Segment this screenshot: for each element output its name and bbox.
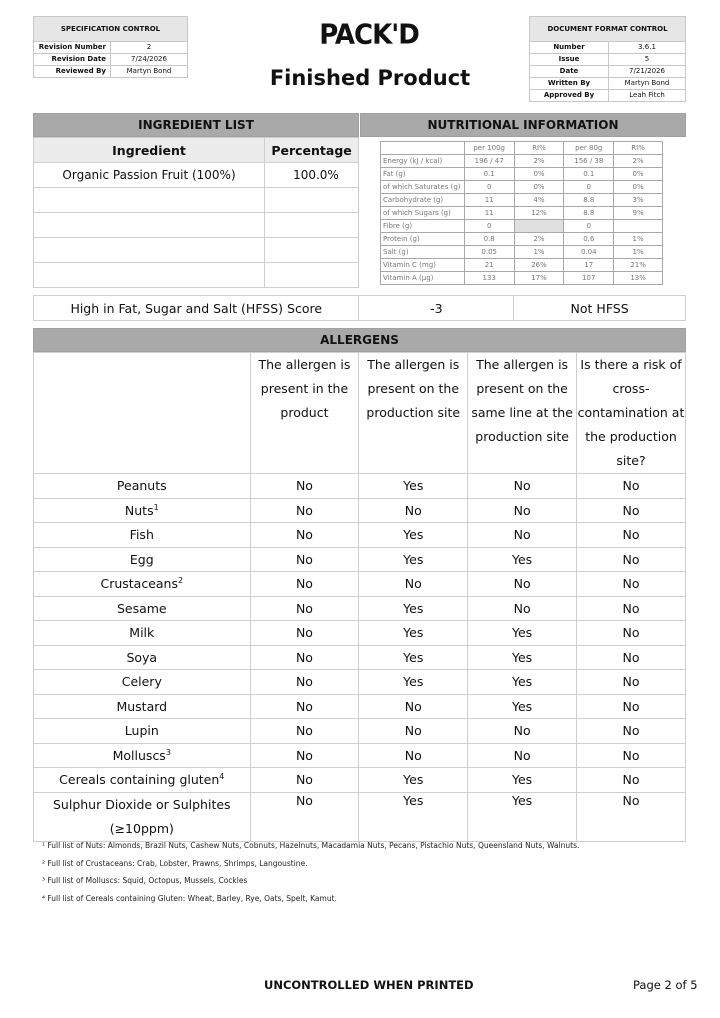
nutrient-value: RI% (514, 142, 564, 155)
nutrition-row (381, 194, 663, 207)
allergen-name-cell (34, 523, 251, 548)
allergen-answer: No (468, 523, 577, 548)
hfss-status: Not HFSS (514, 296, 686, 321)
allergen-answer: No (250, 694, 359, 719)
nutrient-value: 156 / 38 (564, 155, 614, 168)
allergen-answer: No (359, 694, 468, 719)
allergen-answer: No (250, 498, 359, 523)
allergen-answer: Yes (468, 768, 577, 793)
nutrient-value: 21% (614, 259, 663, 272)
allergen-answer: No (250, 621, 359, 646)
nutrient-value: 0 (564, 220, 614, 233)
spec-label: Revision Date (34, 54, 111, 66)
allergen-name-cell (34, 474, 251, 499)
page-number: Page 2 of 5 (633, 978, 698, 992)
allergen-name-cell (34, 596, 251, 621)
allergen-answer: No (468, 474, 577, 499)
nutrient-label: Salt (g) (381, 246, 465, 259)
allergen-answer: Yes (359, 670, 468, 695)
allergen-name-cell (34, 792, 251, 841)
allergen-row (34, 474, 686, 499)
nutrient-value: 0.1 (464, 168, 514, 181)
nutrient-value: 21 (464, 259, 514, 272)
nutrient-value: 0% (614, 168, 663, 181)
allergen-answer: No (250, 792, 359, 841)
nutrition-table (380, 141, 663, 285)
ingredient-name (34, 213, 265, 238)
allergen-name: Celery (121, 674, 162, 690)
nutrient-label (381, 142, 465, 155)
document-format-control-table (529, 16, 686, 102)
allergen-name-cell (34, 547, 251, 572)
nutrient-value: 3% (614, 194, 663, 207)
allergen-answer: No (359, 498, 468, 523)
allergen-name-cell (34, 719, 251, 744)
allergen-row (34, 792, 686, 841)
ingredient-name (34, 188, 265, 213)
allergen-answer: No (250, 768, 359, 793)
allergen-answer: Yes (359, 645, 468, 670)
allergen-answer: No (468, 572, 577, 597)
allergen-answer: No (577, 694, 686, 719)
hfss-table (33, 295, 686, 321)
nutrient-value: 26% (514, 259, 564, 272)
nutrition-row (381, 181, 663, 194)
nutrient-label: of which Saturates (g) (381, 181, 465, 194)
allergen-answer: No (250, 547, 359, 572)
uncontrolled-notice: UNCONTROLLED WHEN PRINTED (264, 978, 474, 992)
nutrient-value: 0% (514, 181, 564, 194)
allergen-row (34, 645, 686, 670)
nutrient-label: of which Sugars (g) (381, 207, 465, 220)
allergen-answer: Yes (468, 547, 577, 572)
allergen-answer: No (250, 572, 359, 597)
doc-value: 5 (609, 54, 686, 66)
nutrient-value: 1% (614, 233, 663, 246)
allergen-row (34, 596, 686, 621)
doc-value: Martyn Bond (609, 78, 686, 90)
nutrient-value (614, 220, 663, 233)
ingredient-percentage (265, 188, 359, 213)
spec-control-title: SPECIFICATION CONTROL (34, 17, 188, 42)
allergen-name: Mustard (116, 698, 168, 714)
allergen-answer: No (577, 547, 686, 572)
allergen-name-cell (34, 572, 251, 597)
nutrient-value (514, 220, 564, 233)
nutritional-information-header: NUTRITIONAL INFORMATION (360, 113, 686, 137)
nutrient-label: Energy (kJ / kcal) (381, 155, 465, 168)
allergen-answer: No (577, 596, 686, 621)
doc-value: 7/21/2026 (609, 66, 686, 78)
allergen-answer: Yes (359, 523, 468, 548)
nutrient-value: 0.1 (564, 168, 614, 181)
allergen-answer: No (359, 572, 468, 597)
nutrient-label: Fat (g) (381, 168, 465, 181)
doc-label: Approved By (530, 90, 609, 102)
nutrient-value: 11 (464, 194, 514, 207)
allergen-answer: Yes (359, 792, 468, 841)
doc-label: Written By (530, 78, 609, 90)
nutrition-row (381, 233, 663, 246)
allergen-name: Milk (129, 625, 155, 641)
nutrient-value: 17 (564, 259, 614, 272)
nutrition-row (381, 155, 663, 168)
allergen-col-header: Is there a risk of cross-contamination at the production site? (577, 353, 686, 474)
ingredient-table (33, 137, 359, 288)
allergen-answer: No (577, 572, 686, 597)
allergen-answer: No (250, 743, 359, 768)
allergen-answer: No (250, 670, 359, 695)
doc-value: Leah Fitch (609, 90, 686, 102)
nutrient-value: 2% (614, 155, 663, 168)
allergen-answer: Yes (359, 768, 468, 793)
ingredient-percentage (265, 263, 359, 288)
allergen-name-cell (34, 621, 251, 646)
doc-value: 3.6.1 (609, 42, 686, 54)
allergen-answer: No (250, 596, 359, 621)
nutrient-value: 107 (564, 272, 614, 285)
allergen-answer: No (359, 719, 468, 744)
spec-value: 2 (111, 42, 188, 54)
ingredient-name: Organic Passion Fruit (100%) (34, 163, 265, 188)
footnote: ¹ Full list of Nuts: Almonds, Brazil Nuts, Cashew Nuts, Cobnuts, Hazelnuts, Macadamia Nuts, Pecans, Pistachio Nuts, Queensland Nuts, Walnuts. (42, 841, 580, 850)
allergen-name-cell (34, 498, 251, 523)
allergen-answer: Yes (359, 547, 468, 572)
allergen-row (34, 572, 686, 597)
allergen-answer: No (577, 621, 686, 646)
nutrient-value: 0.04 (564, 246, 614, 259)
footnote-marker: 1 (153, 502, 159, 512)
allergen-answer: Yes (359, 474, 468, 499)
allergen-row (34, 621, 686, 646)
allergen-answer: No (359, 743, 468, 768)
allergen-answer: No (468, 743, 577, 768)
allergen-name: Cereals containing gluten (59, 772, 220, 788)
allergen-answer: No (468, 498, 577, 523)
nutrient-value: 8.8 (564, 194, 614, 207)
nutrient-label: Vitamin C (mg) (381, 259, 465, 272)
allergen-answer: No (468, 719, 577, 744)
allergen-name: Sulphur Dioxide or Sulphites (≥10ppm) (52, 796, 231, 836)
nutrient-value: 13% (614, 272, 663, 285)
nutrient-value: 2% (514, 155, 564, 168)
allergen-answer: No (577, 670, 686, 695)
allergen-row (34, 768, 686, 793)
ingredient-percentage (265, 213, 359, 238)
allergen-answer: Yes (359, 621, 468, 646)
nutrient-value: per 100g (464, 142, 514, 155)
nutrient-value: 9% (614, 207, 663, 220)
nutrient-value: 0 (464, 181, 514, 194)
nutrient-value: RI% (614, 142, 663, 155)
allergen-name: Crustaceans (100, 576, 178, 592)
doc-label: Number (530, 42, 609, 54)
footnote: ³ Full list of Molluscs: Squid, Octopus, Mussels, Cockles (42, 876, 248, 885)
nutrition-row (381, 207, 663, 220)
allergen-answer: Yes (359, 596, 468, 621)
allergen-col-header: The allergen is present on the same line at the production site (468, 353, 577, 474)
allergen-answer: No (250, 719, 359, 744)
allergen-answer: Yes (468, 621, 577, 646)
ingredient-percentage: 100.0% (265, 163, 359, 188)
ingredient-name (34, 263, 265, 288)
allergen-answer: Yes (468, 670, 577, 695)
allergen-answer: No (250, 474, 359, 499)
spec-label: Reviewed By (34, 66, 111, 78)
allergen-answer: No (468, 596, 577, 621)
spec-value: 7/24/2026 (111, 54, 188, 66)
allergen-row (34, 498, 686, 523)
allergen-row (34, 694, 686, 719)
allergen-name-cell (34, 670, 251, 695)
specification-control-table (33, 16, 188, 78)
nutrition-row (381, 142, 663, 155)
spec-value: Martyn Bond (111, 66, 188, 78)
doc-label: Date (530, 66, 609, 78)
ingredient-name (34, 238, 265, 263)
logo-text: PACK'D (319, 19, 419, 51)
page-title: Finished Product (269, 66, 471, 90)
nutrient-value: 11 (464, 207, 514, 220)
nutrient-value: 0.05 (464, 246, 514, 259)
nutrition-row (381, 272, 663, 285)
spec-label: Revision Number (34, 42, 111, 54)
footnote-marker: 3 (165, 747, 171, 757)
allergen-answer: No (577, 645, 686, 670)
nutrient-value: 4% (514, 194, 564, 207)
nutrition-row (381, 259, 663, 272)
nutrient-value: 1% (614, 246, 663, 259)
nutrient-label: Vitamin A (µg) (381, 272, 465, 285)
nutrient-value: per 80g (564, 142, 614, 155)
hfss-score: -3 (359, 296, 514, 321)
allergen-col-header: The allergen is present on the production site (359, 353, 468, 474)
nutrition-row (381, 220, 663, 233)
allergen-answer: No (577, 743, 686, 768)
footnote: ² Full list of Crustaceans: Crab, Lobster, Prawns, Shrimps, Langoustine. (42, 858, 308, 868)
allergen-answer: Yes (468, 694, 577, 719)
doc-label: Issue (530, 54, 609, 66)
allergen-answer: No (577, 523, 686, 548)
allergen-name: Nuts (124, 502, 154, 518)
allergens-table (33, 352, 686, 842)
allergen-answer: No (577, 498, 686, 523)
doc-control-title: DOCUMENT FORMAT CONTROL (530, 17, 686, 42)
allergen-name-cell (34, 645, 251, 670)
allergen-row (34, 719, 686, 744)
nutrient-label: Fibre (g) (381, 220, 465, 233)
allergen-answer: No (577, 792, 686, 841)
allergen-answer: No (577, 768, 686, 793)
footnotes (42, 839, 579, 909)
allergen-name: Lupin (124, 723, 159, 739)
nutrient-value: 0.8 (464, 233, 514, 246)
allergen-answer: No (577, 474, 686, 499)
footnote-marker: 4 (219, 772, 225, 782)
allergen-name-col-header (34, 353, 251, 474)
nutrient-value: 196 / 47 (464, 155, 514, 168)
allergen-name-cell (34, 743, 251, 768)
allergen-answer: No (250, 523, 359, 548)
allergen-answer: No (250, 645, 359, 670)
nutrient-value: 0 (564, 181, 614, 194)
allergen-name: Peanuts (116, 478, 167, 494)
allergen-row (34, 743, 686, 768)
nutrient-value: 0 (464, 220, 514, 233)
footnote-marker: 2 (178, 576, 184, 586)
allergen-col-header: The allergen is present in the product (250, 353, 359, 474)
nutrient-value: 133 (464, 272, 514, 285)
allergen-answer: Yes (468, 792, 577, 841)
nutrient-value: 17% (514, 272, 564, 285)
footnote: ⁴ Full list of Cereals containing Gluten: Wheat, Barley, Rye, Oats, Spelt, Kamut. (42, 893, 337, 903)
allergen-row (34, 670, 686, 695)
allergen-name: Sesame (116, 600, 167, 616)
ingredient-percentage (265, 238, 359, 263)
nutrient-value: 0% (614, 181, 663, 194)
nutrient-value: 2% (514, 233, 564, 246)
allergen-answer: No (577, 719, 686, 744)
allergen-name: Soya (126, 649, 158, 665)
ingredient-list-header: INGREDIENT LIST (33, 113, 359, 137)
hfss-label: High in Fat, Sugar and Salt (HFSS) Score (34, 296, 359, 321)
nutrient-value: 8.8 (564, 207, 614, 220)
allergen-name-cell (34, 768, 251, 793)
allergen-name-cell (34, 694, 251, 719)
allergen-name: Molluscs (112, 747, 166, 763)
nutrient-value: 0.6 (564, 233, 614, 246)
allergen-answer: Yes (468, 645, 577, 670)
allergen-name: Egg (129, 551, 154, 567)
percentage-col-header: Percentage (265, 138, 359, 163)
nutrient-value: 0% (514, 168, 564, 181)
nutrient-value: 12% (514, 207, 564, 220)
allergen-name: Fish (129, 527, 154, 543)
allergens-header: ALLERGENS (33, 328, 686, 352)
nutrition-row (381, 246, 663, 259)
company-logo (315, 20, 423, 50)
ingredient-col-header: Ingredient (34, 138, 265, 163)
allergen-row (34, 547, 686, 572)
allergen-row (34, 523, 686, 548)
nutrient-label: Carbohydrate (g) (381, 194, 465, 207)
nutrient-value: 1% (514, 246, 564, 259)
nutrition-row (381, 168, 663, 181)
nutrient-label: Protein (g) (381, 233, 465, 246)
